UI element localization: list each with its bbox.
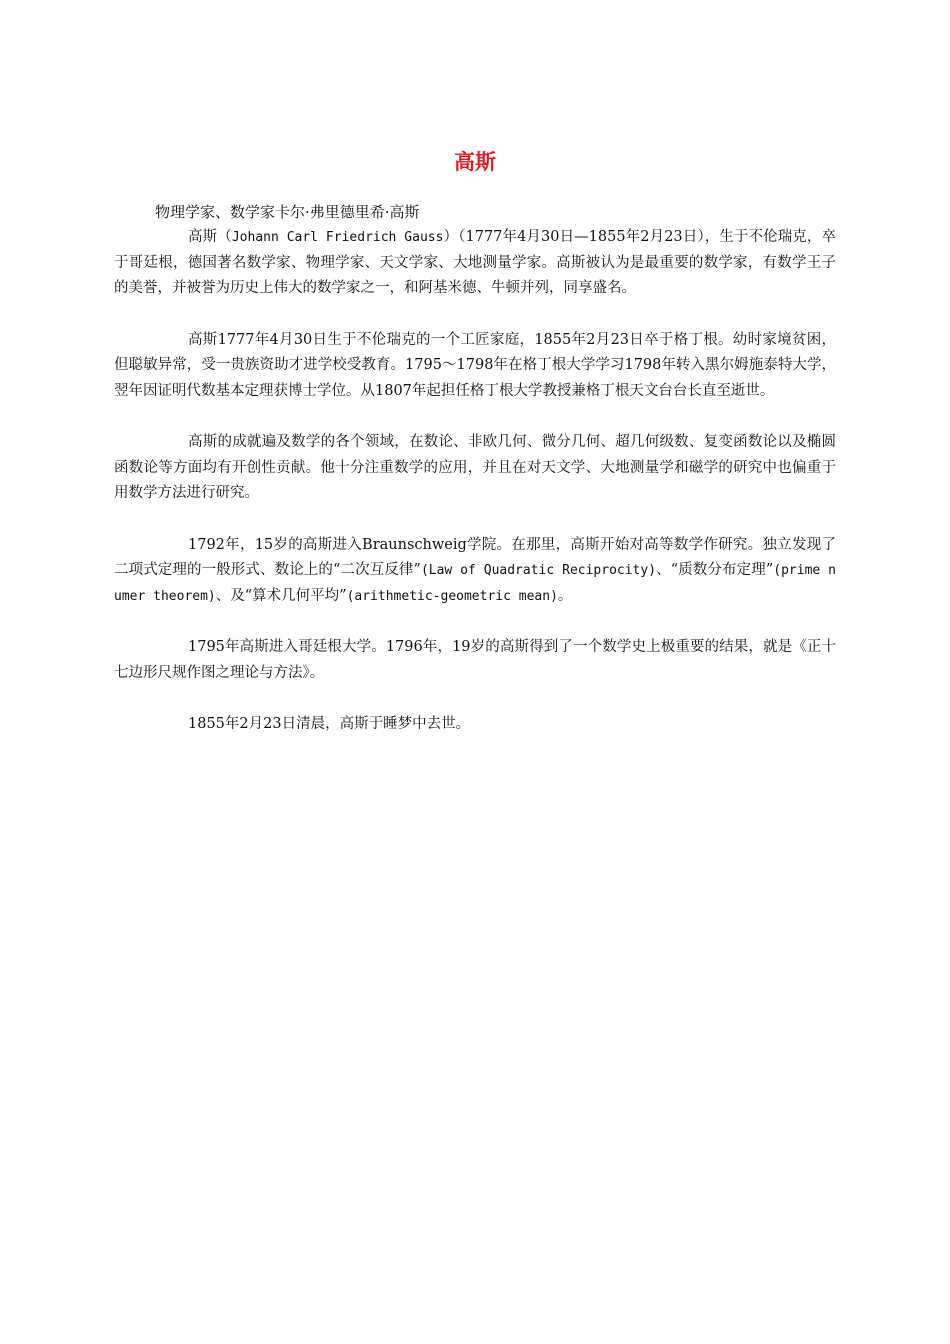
paragraph-text: ）（1777年4月30日—1855年2月23日），生于不伦瑞克，卒于哥廷根，德国著名数学家、物理学家、天文学家、大地测量学家。高斯被认为是最重要的数学家，有数学王子的美誉，并被誉为历史上伟大的数学家之一，和阿基米德、牛顿并列，同享盛名。 (114, 229, 837, 296)
paragraph-text: (Law of Quadratic Reciprocity) (420, 563, 657, 578)
body-text (114, 225, 836, 764)
paragraph-death: 1855年2月23日清晨，高斯于睡梦中去世。 (188, 716, 471, 732)
paragraph-intro (114, 225, 836, 302)
paragraph-biography: 高斯1777年4月30日生于不伦瑞克的一个工匠家庭，1855年2月23日卒于格丁根。幼时家境贫困，但聪敏异常，受一贵族资助才进学校受教育。1795～1798年在格丁根大学学习1798年转入黑尔姆施泰特大学，翌年因证明代数基本定理获博士学位。从1807年起担任格丁根大学教授兼格丁根天文台台长直至逝世。 (114, 331, 836, 399)
paragraph-1795: 1795年高斯进入哥廷根大学。1796年，19岁的高斯得到了一个数学史上极重要的结果，就是《正十七边形尺规作图之理论与方法》。 (114, 639, 836, 681)
paragraph-text: 、及“算术几何平均” (215, 587, 347, 604)
paragraph-text: (prime numer theorem) (114, 563, 836, 604)
page-title: 高斯 (454, 150, 496, 174)
paragraph-achievements: 高斯的成就遍及数学的各个领域，在数论、非欧几何、微分几何、超几何级数、复变函数论以及椭圆函数论等方面均有开创性贡献。他十分注重数学的应用，并且在对天文学、大地测量学和磁学的研究中也偏重于用数学方法进行研究。 (114, 434, 836, 501)
subtitle: 物理学家、数学家卡尔·弗里德里希·高斯 (155, 203, 420, 221)
paragraph-text: 、“质数分布定理” (656, 562, 774, 578)
paragraph-text: 1792年，15岁的高斯进入Braunschweig学院。在那里，高斯开始对高等数学作研究。独立发现了二项式定理的一般形式、数论上的“二次互反律” (114, 536, 836, 578)
paragraph-text: Johann Carl Friedrich Gauss (231, 230, 444, 245)
paragraph-1792 (114, 533, 836, 610)
paragraph-text: 高斯（ (188, 229, 232, 245)
paragraph-text: (arithmetic-geometric mean) (346, 588, 558, 604)
paragraph-text: 。 (557, 587, 573, 604)
